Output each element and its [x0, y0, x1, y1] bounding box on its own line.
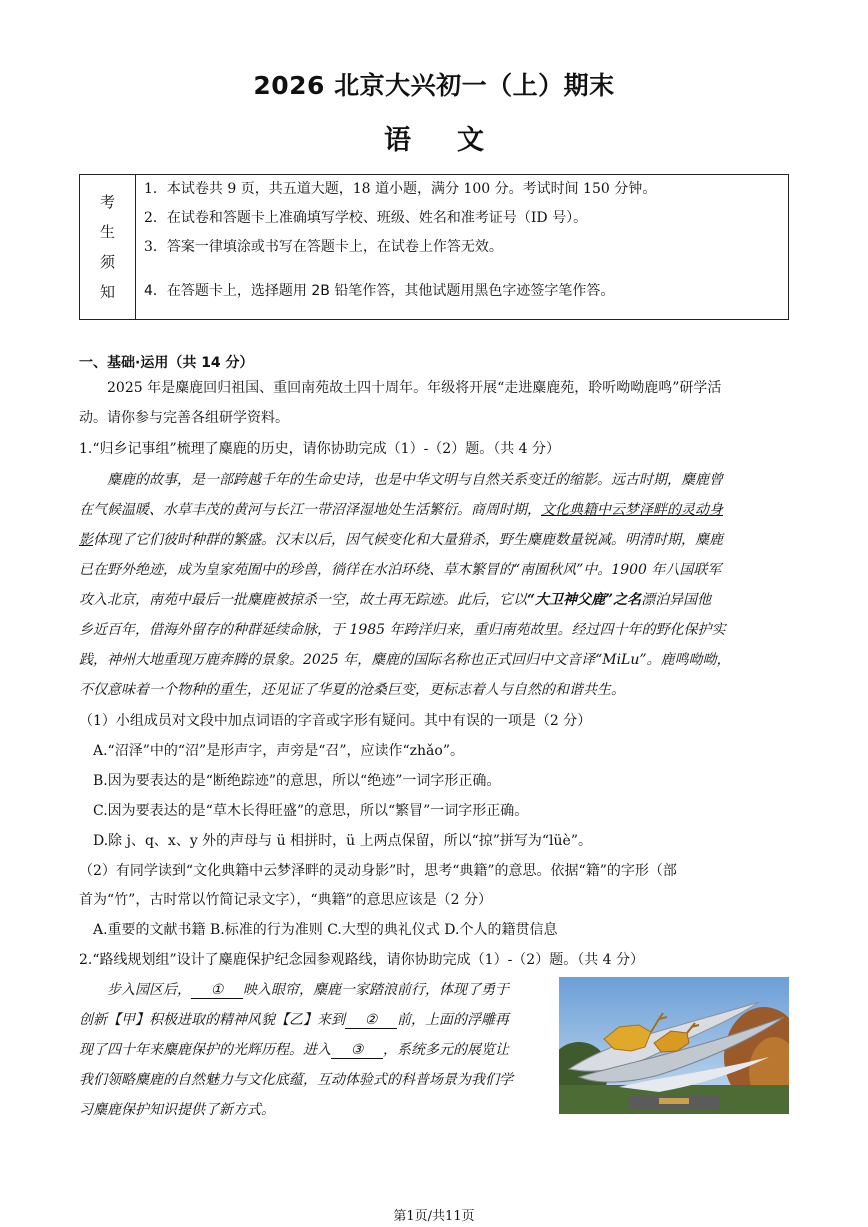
- passage-line: 麋鹿的故事，是一部跨越千年的生命史诗，也是中华文明与自然关系变迁的缩影。远古时期，麋鹿曾: [107, 472, 723, 488]
- candidate-notice-box: [79, 174, 789, 320]
- intro-line: 2025 年是麋鹿回归祖国、重回南苑故土四十周年。年级将开展“走进麋鹿苑，聆听呦呦鹿鸣”研学活: [107, 380, 722, 396]
- intro-line: 动。请你参与完善各组研学资料。: [79, 410, 289, 426]
- blank-2: ②: [345, 1012, 397, 1029]
- passage-text: 现了四十年来麋鹿保护的光辉历程。进入: [79, 1042, 331, 1058]
- passage-text: 漂泊异国他: [641, 592, 712, 608]
- underlined-phrase: 文化典籍中云梦泽畔的灵动身: [541, 502, 723, 518]
- question-1-1-stem: （1）小组成员对文段中加点词语的字音或字形有疑问。其中有误的一项是（2 分）: [79, 713, 592, 729]
- passage-line: [79, 589, 711, 609]
- passage-line: [79, 529, 723, 549]
- exam-title: 2026 北京大兴初一（上）期末: [253, 71, 615, 100]
- notice-label-char: 生: [99, 223, 115, 241]
- question-1-2-stem: （2）有同学读到“文化典籍中云梦泽畔的灵动身影”时，思考“典籍”的意思。依据“籍”的字形（部: [79, 863, 677, 879]
- passage-line: [107, 979, 509, 999]
- page-footer: 第1页/共11页: [393, 1209, 475, 1224]
- question-1-stem: 1.“归乡记事组”梳理了麋鹿的历史，请你协助完成（1）-（2）题。（共 4 分）: [79, 441, 561, 457]
- notice-label: [80, 175, 136, 319]
- passage-line: 我们领略麋鹿的自然魅力与文化底蕴，互动体验式的科普场景为我们学: [79, 1072, 513, 1088]
- passage-line: [79, 499, 723, 519]
- passage-text: 创新【甲】积极进取的精神风貌【乙】来到: [79, 1012, 345, 1028]
- option-c: C.因为要表达的是“草木长得旺盛”的意思，所以“繁冒”一词字形正确。: [93, 803, 529, 819]
- bold-phrase: “大卫神父鹿”之名: [527, 592, 642, 608]
- passage-line: 践，神州大地重现万鹿奔腾的景象。2025 年，麋鹿的国际名称也正式回归中文音译“MiLu”。鹿鸣呦呦，: [79, 652, 731, 668]
- notice-item: 1．本试卷共 9 页，共五道大题，18 道小题，满分 100 分。考试时间 150 分钟。: [144, 181, 657, 197]
- section-heading: 一、基础·运用（共 14 分）: [79, 355, 254, 371]
- passage-line: 习麋鹿保护知识提供了新方式。: [79, 1102, 275, 1118]
- option-d: D.除 j、q、x、y 外的声母与 ü 相拼时，ü 上两点保留，所以“掠”拼写为“lüè”。: [93, 833, 592, 849]
- notice-item: 3．答案一律填涂或书写在答题卡上，在试卷上作答无效。: [144, 239, 503, 255]
- blank-3: ③: [331, 1042, 383, 1059]
- subject-title: 语文: [384, 125, 530, 156]
- option-b: B.因为要表达的是“断绝踪迹”的意思，所以“绝迹”一词字形正确。: [93, 773, 501, 789]
- passage-line: [79, 1039, 509, 1059]
- option-a: A.“沼泽”中的“沼”是形声字，声旁是“召”，应读作“zhǎo”。: [93, 743, 464, 759]
- passage-line: 已在野外绝迹，成为皇家苑囿中的珍兽，徜徉在水泊环绕、草木繁冒的“南囿秋风”中。1900 年八国联军: [79, 562, 722, 578]
- notice-label-char: 须: [99, 253, 115, 271]
- passage-line: 不仅意味着一个物种的重生，还见证了华夏的沧桑巨变，更标志着人与自然的和谐共生。: [79, 682, 625, 698]
- underlined-phrase: 影: [79, 532, 93, 548]
- passage-line: [79, 1009, 509, 1029]
- passage-text: 体现了它们彼时种群的繁盛。汉末以后，因气候变化和大量猎杀，野生麋鹿数量锐减。明清时期，麋鹿: [93, 532, 723, 548]
- passage-text: 前，上面的浮雕再: [397, 1012, 509, 1028]
- notice-item: 4．在答题卡上，选择题用 2B 铅笔作答，其他试题用黑色字迹签字笔作答。: [144, 283, 615, 299]
- passage-text: ，系统多元的展览让: [383, 1042, 509, 1058]
- notice-item: 2．在试卷和答题卡上准确填写学校、班级、姓名和准考证号（ID 号）。: [144, 210, 588, 226]
- question-2-stem: 2.“路线规划组”设计了麋鹿保护纪念园参观路线，请你协助完成（1）-（2）题。（共 4 分）: [79, 952, 645, 968]
- question-1-2-options: A.重要的文献书籍 B.标准的行为准则 C.大型的典礼仪式 D.个人的籍贯信息: [93, 922, 558, 938]
- notice-label-char: 考: [99, 193, 115, 211]
- passage-line: 乡近百年，借海外留存的种群延续命脉，于 1985 年跨洋归来，重归南苑故里。经过四十年的野化保护实: [79, 622, 726, 638]
- passage-text: 在气候温暖、水草丰茂的黄河与长江一带沼泽湿地处生活繁衍。商周时期，: [79, 502, 541, 518]
- passage-text: 映入眼帘，麋鹿一家踏浪前行，体现了勇于: [243, 982, 509, 998]
- passage-text: 步入园区后，: [107, 982, 191, 998]
- milu-sculpture-photo: [559, 977, 789, 1114]
- blank-1: ①: [191, 982, 243, 999]
- passage-text: 攻入北京，南苑中最后一批麋鹿被掠杀一空，故土再无踪迹。此后，它以: [79, 592, 527, 608]
- notice-label-char: 知: [99, 283, 115, 301]
- question-1-2-stem: 首为“竹”，古时常以竹简记录文字），“典籍”的意思应该是（2 分）: [79, 892, 492, 908]
